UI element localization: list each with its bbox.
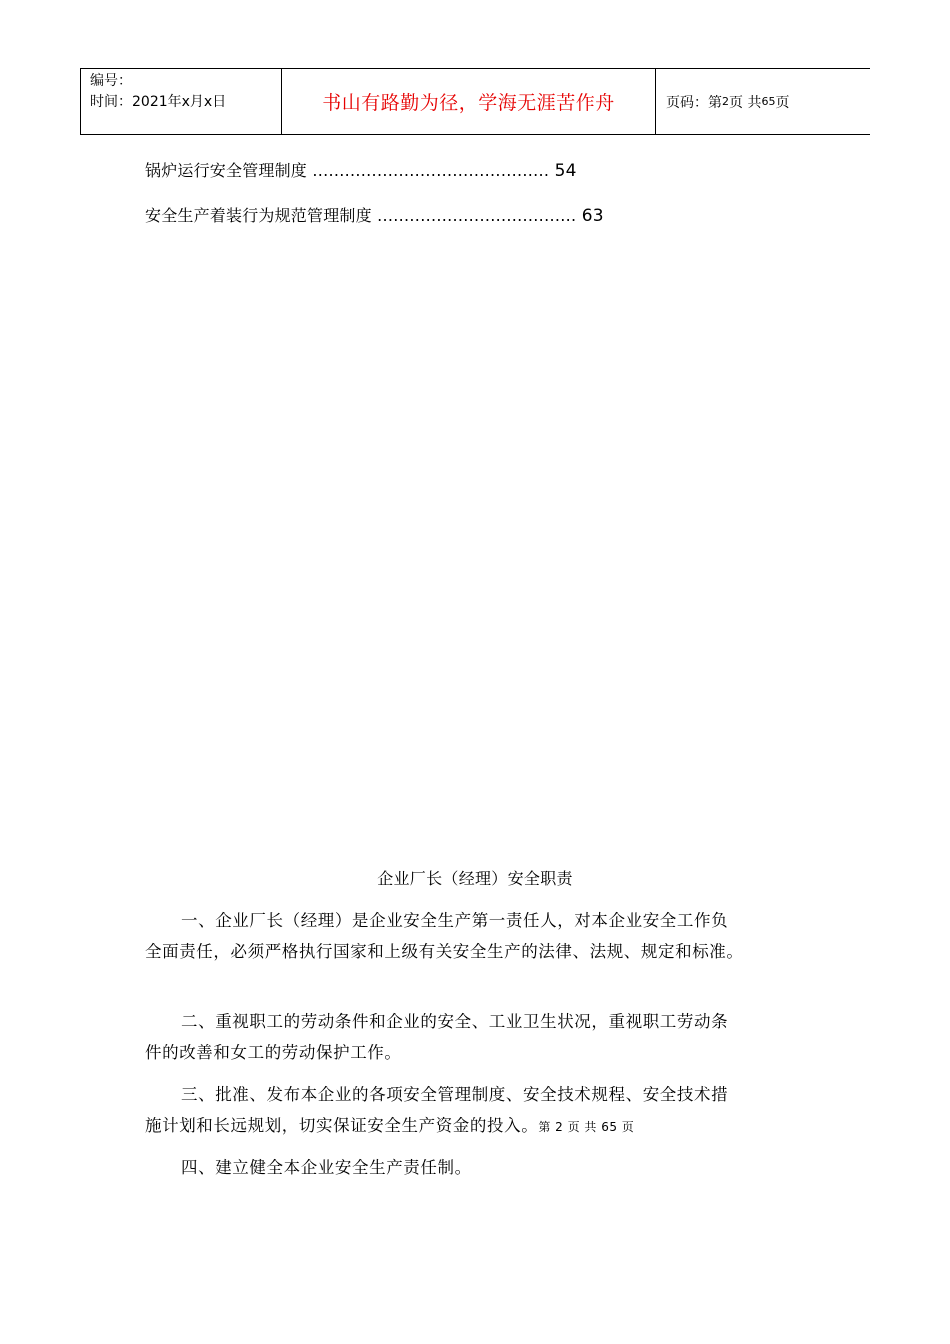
paragraph: [145, 1006, 810, 1068]
motto-cell: [282, 69, 656, 134]
page-total: 65: [761, 95, 776, 108]
toc-leader: ............................................: [312, 161, 550, 180]
paragraph: [145, 1079, 810, 1143]
toc-entry[interactable]: [145, 203, 604, 226]
toc-title: 锅炉运行安全管理制度: [145, 161, 308, 180]
toc-page-number: 54: [554, 161, 577, 181]
toc-entry[interactable]: [145, 158, 577, 181]
page-info-cell: [656, 69, 870, 134]
paragraph-line: 件的改善和女工的劳动保护工作。: [145, 1043, 402, 1062]
paragraph-line-with-footer: [145, 1110, 810, 1143]
paragraph-line: 四、建立健全本企业安全生产责任制。: [181, 1158, 472, 1177]
inline-page-footer: 第 2 页 共 65 页: [538, 1120, 635, 1134]
date-label: 时间：2021年x月x日: [90, 94, 227, 110]
motto-text: 书山有路勤为径，学海无涯苦作舟: [322, 92, 615, 114]
toc-page-number: 63: [581, 206, 604, 226]
paragraph: [145, 1152, 810, 1183]
document-header: [80, 68, 870, 135]
section-title: 企业厂长（经理）安全职责: [377, 869, 573, 888]
paragraph-line: 全面责任，必须严格执行国家和上级有关安全生产的法律、法规、规定和标准。: [145, 942, 744, 961]
number-label: 编号：: [90, 73, 132, 89]
page-suffix: 页: [775, 94, 790, 111]
paragraph: [145, 905, 810, 967]
page-current: 2: [722, 95, 729, 108]
header-meta-cell: [81, 69, 282, 134]
toc-leader: .....................................: [377, 206, 577, 225]
page-prefix: 页码：第: [666, 94, 722, 111]
paragraph-line: 二、重视职工的劳动条件和企业的安全、工业卫生状况，重视职工劳动条: [181, 1012, 729, 1031]
paragraph-line-text: 施计划和长远规划，切实保证安全生产资金的投入。: [145, 1116, 539, 1135]
paragraph-line: 一、企业厂长（经理）是企业安全生产第一责任人，对本企业安全工作负: [181, 911, 729, 930]
paragraph-line: 三、批准、发布本企业的各项安全管理制度、安全技术规程、安全技术措: [181, 1085, 729, 1104]
page-middle: 页 共: [729, 94, 762, 111]
toc-title: 安全生产着装行为规范管理制度: [145, 206, 372, 225]
